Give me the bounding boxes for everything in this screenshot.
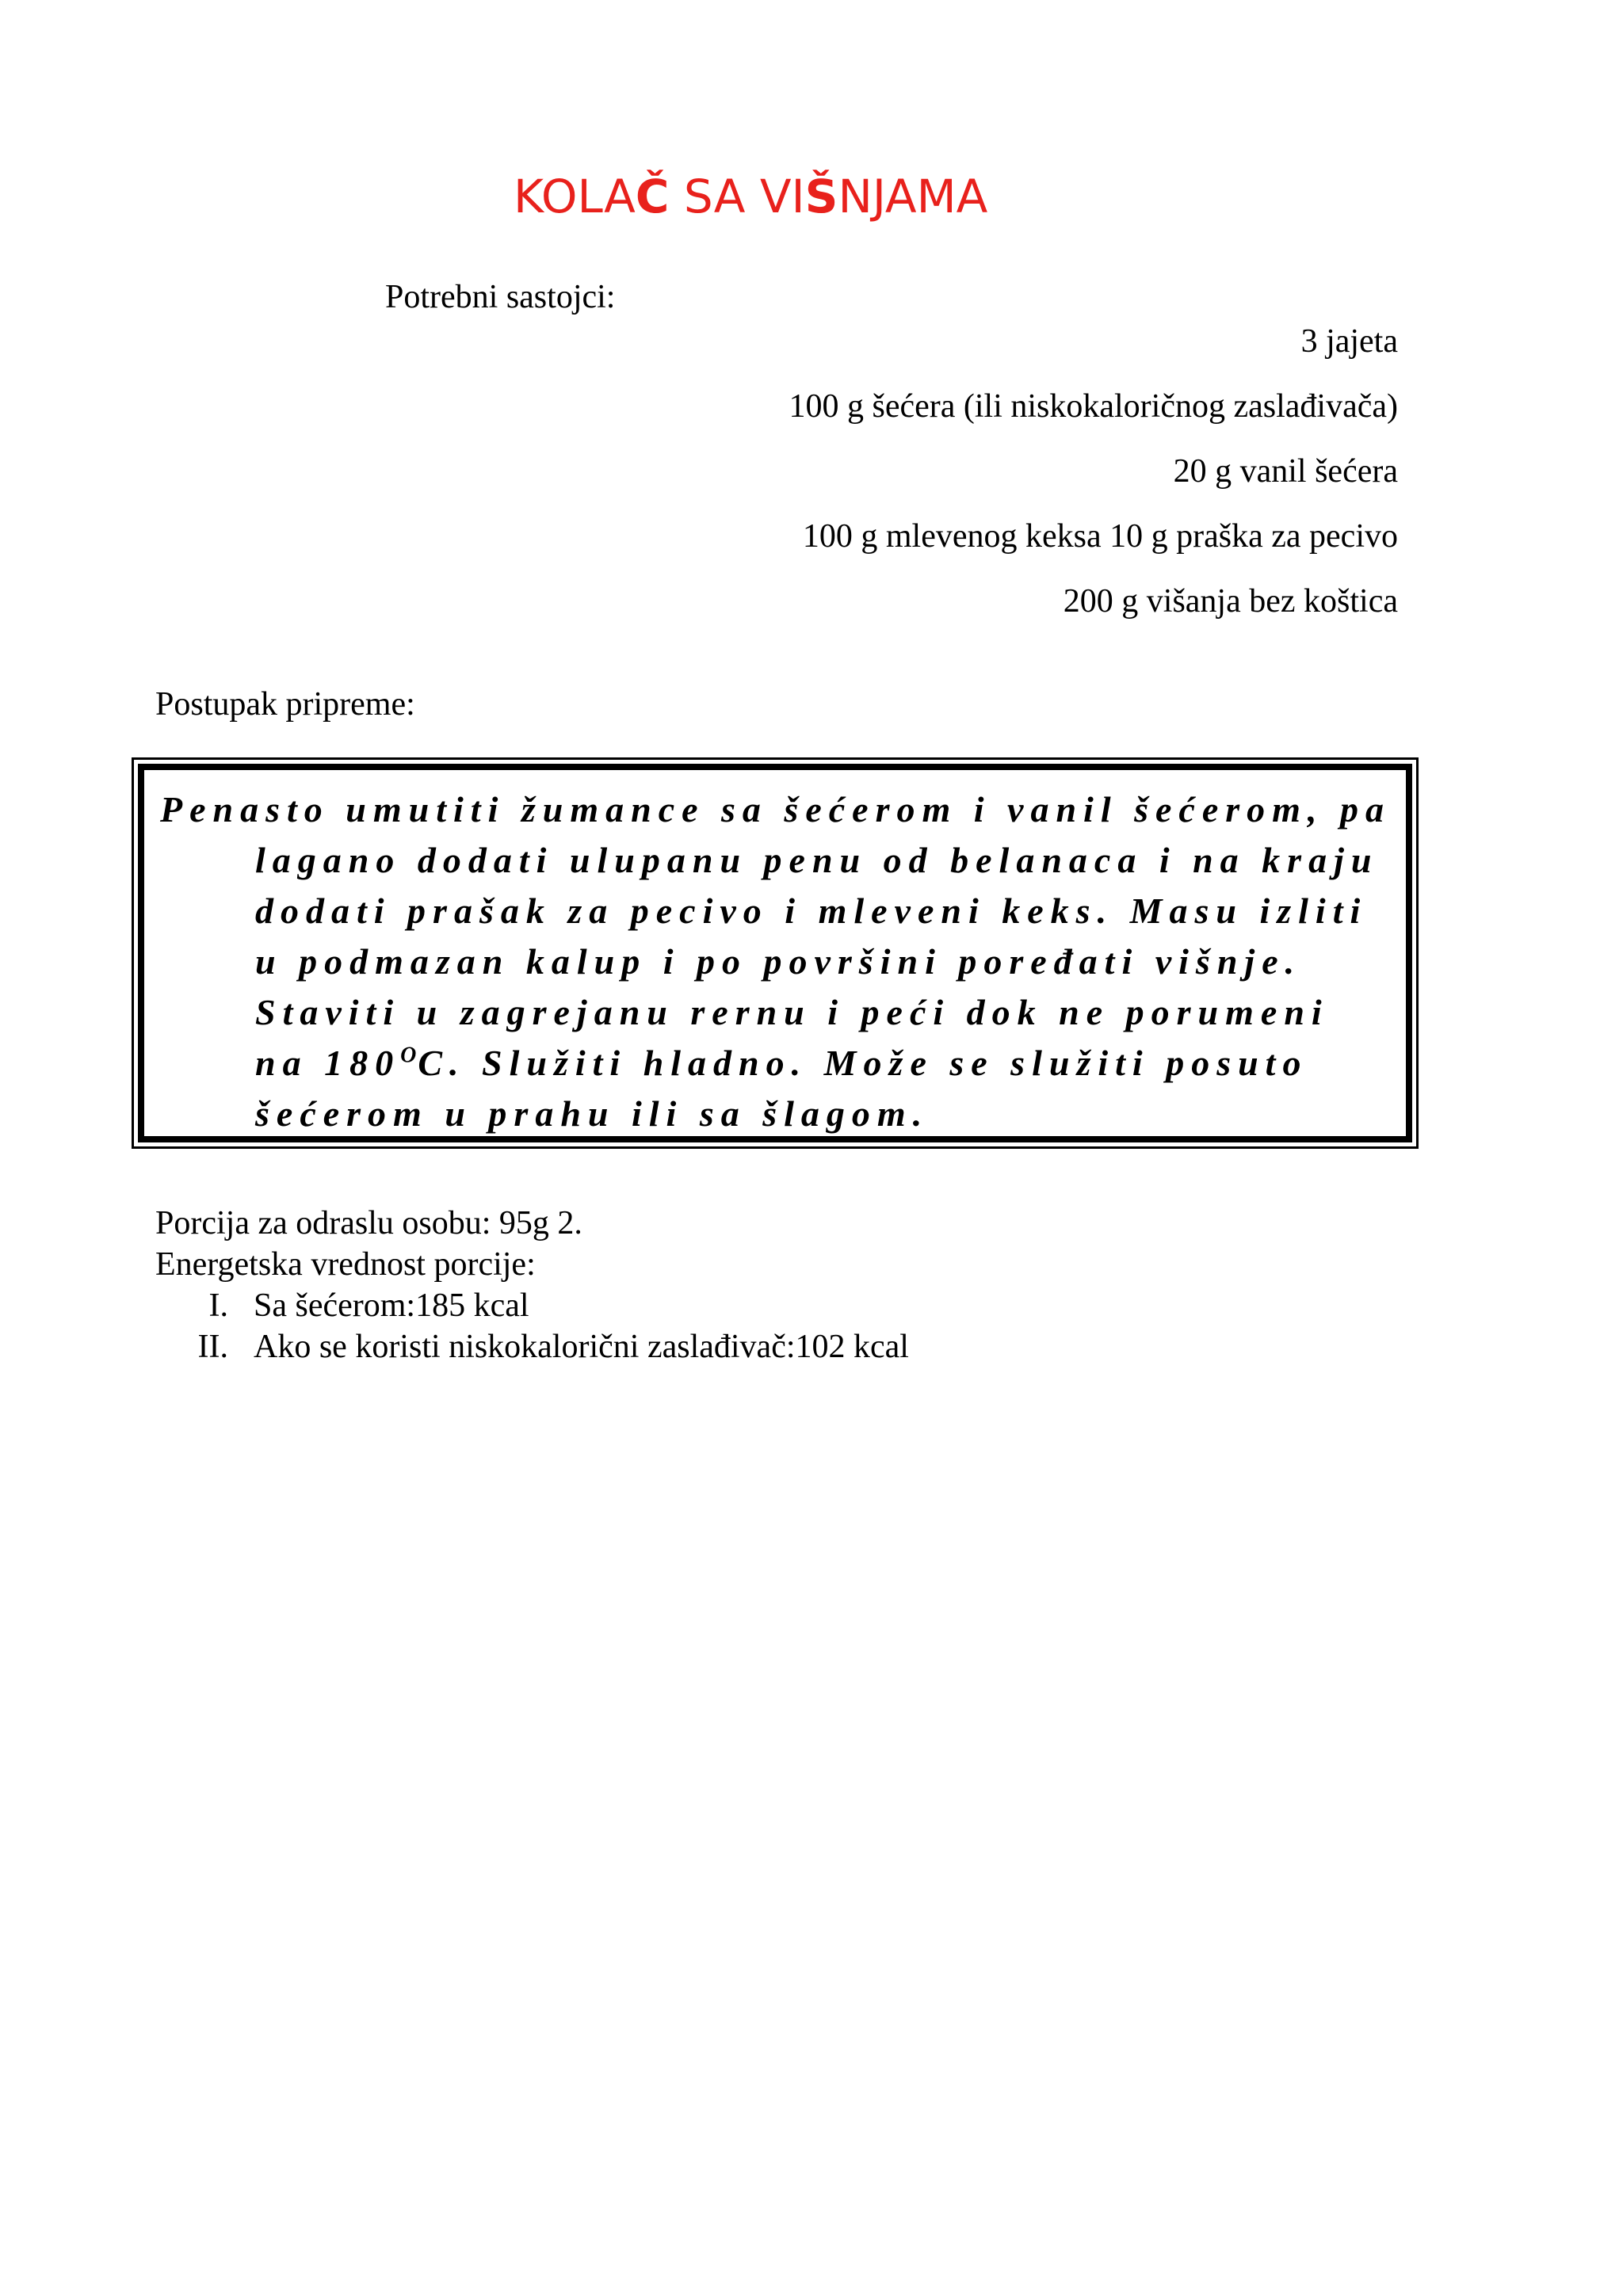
ingredients-label: Potrebni sastojci: [385,279,616,315]
energy-item-text: Ako se koristi niskokalorični zaslađivač:102 kcal [254,1329,909,1365]
nutrition-summary [155,1203,909,1367]
energy-item [155,1285,909,1326]
recipe-title [514,165,987,228]
method-text-main: Penasto umutiti žumance sa šećerom i vanil šećerom, pa lagano dodati ulupanu penu od belanaca i na kraju dodati prašak za pecivo i mleveni keks. Masu izliti u podmazan kalup i po površini poređati višnje. Staviti u zagrejanu rernu i peći dok ne porumeni na 180 [160,789,1391,1083]
title-part-5: NJAMA [838,170,988,223]
energy-label: Energetska vrednost porcije: [155,1246,536,1283]
degree-superscript: O [400,1043,418,1068]
ingredient-item: 100 g mlevenog keksa 10 g praška za pecivo [802,518,1398,555]
portion-line: Porcija za odraslu osobu: 95g 2. [155,1205,582,1241]
energy-item [155,1326,909,1367]
ingredient-item: 20 g vanil šećera [1173,453,1398,490]
title-part-3: SA VI [669,170,805,223]
title-part-2: Č [635,170,670,223]
ingredients-list [789,320,1398,645]
energy-item-text: Sa šećerom:185 kcal [254,1287,529,1324]
ingredient-item: 3 jajeta [1300,323,1398,360]
ingredient-item: 200 g višanja bez koštica [1063,583,1398,620]
energy-item-number: I. [208,1287,228,1324]
ingredient-item: 100 g šećera (ili niskokaloričnog zaslađivača) [789,388,1398,425]
energy-item-number: II. [197,1329,228,1365]
method-label: Postupak pripreme: [155,686,415,723]
method-text [160,784,1395,1139]
title-part-1: KOLA [514,170,636,223]
title-part-4: Š [804,170,838,223]
energy-list [155,1285,909,1367]
method-box-inner [138,764,1412,1142]
method-box [132,757,1419,1149]
method-text-end: C. Služiti hladno. Može se služiti posuto šećerom u prahu ili sa šlagom. [255,1043,1308,1134]
